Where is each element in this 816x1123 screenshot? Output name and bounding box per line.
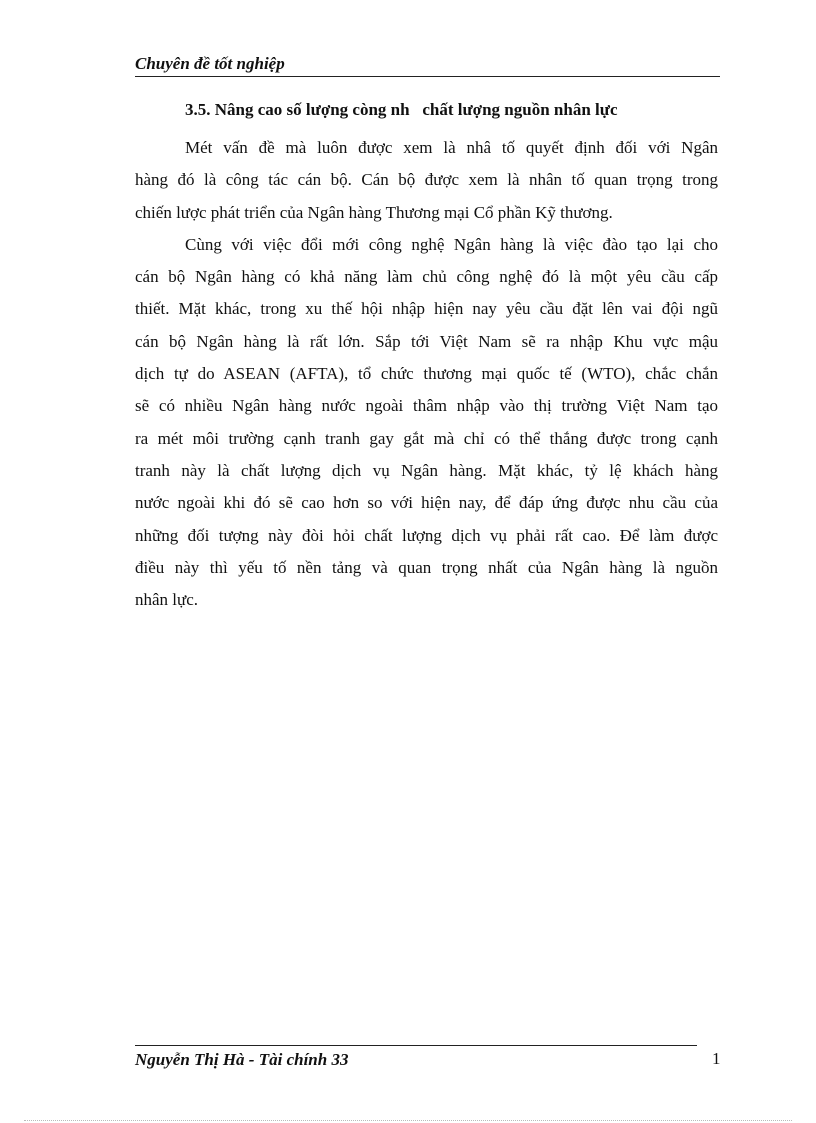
text-line: cán bộ Ngân hàng là rất lớn. Sắp tới Việt Nam sẽ ra nhập Khu vực mậu (135, 331, 718, 351)
text-line: chiến lược phát triển của Ngân hàng Thương mại Cổ phần Kỹ thương. (135, 202, 613, 222)
text-line: nhân lực. (135, 590, 199, 610)
text-line: cán bộ Ngân hàng có khả năng làm chủ công nghệ đó là một yêu cầu cấp (135, 267, 718, 287)
text-line: Mét vấn đề mà luôn được xem là nhâ tố quyết định đối với Ngân (185, 138, 718, 157)
text-line: thiết. Mặt khác, trong xu thế hội nhập hiện nay yêu cầu đặt lên vai đội ngũ (135, 299, 718, 319)
page-number: 1 (712, 1049, 721, 1068)
text-line: Cùng với việc đổi mới công nghệ Ngân hàng là việc đào tạo lại cho (185, 234, 718, 254)
text-line: tranh này là chất lượng dịch vụ Ngân hàng. Mặt khác, tỷ lệ khách hàng (135, 460, 718, 480)
footer-author: Nguyễn Thị Hà - Tài chính 33 (135, 1050, 349, 1069)
text-line: dịch tự do ASEAN (AFTA), tổ chức thương mại quốc tế (WTO), chắc chắn (135, 364, 718, 384)
document-header (135, 54, 720, 77)
section-heading: 3.5. Nâng cao số lượng còng nh chất lượng nguồn nhân lực (185, 100, 618, 119)
body-text (135, 132, 718, 616)
text-line: hàng đó là công tác cán bộ. Cán bộ được xem là nhân tố quan trọng trong (135, 170, 718, 190)
paragraph-2 (135, 229, 718, 617)
text-line: ra mét môi trường cạnh tranh gay gắt mà chỉ có thể thắng được trong cạnh (135, 428, 718, 448)
text-line: sẽ có nhiều Ngân hàng nước ngoài thâm nhập vào thị trường Việt Nam tạo (135, 396, 718, 416)
text-line: nước ngoài khi đó sẽ cao hơn so với hiện nay, để đáp ứng được nhu cầu của (135, 493, 718, 513)
paragraph-1 (135, 132, 718, 229)
footer-divider (135, 1045, 697, 1046)
text-line: những đối tượng này đòi hỏi chất lượng dịch vụ phải rất cao. Để làm được (135, 525, 718, 545)
text-line: điều này thì yếu tố nền tảng và quan trọng nhất của Ngân hàng là nguồn (135, 557, 718, 577)
page-edge-divider (24, 1120, 792, 1121)
header-title: Chuyên đề tốt nghiệp (135, 54, 285, 73)
